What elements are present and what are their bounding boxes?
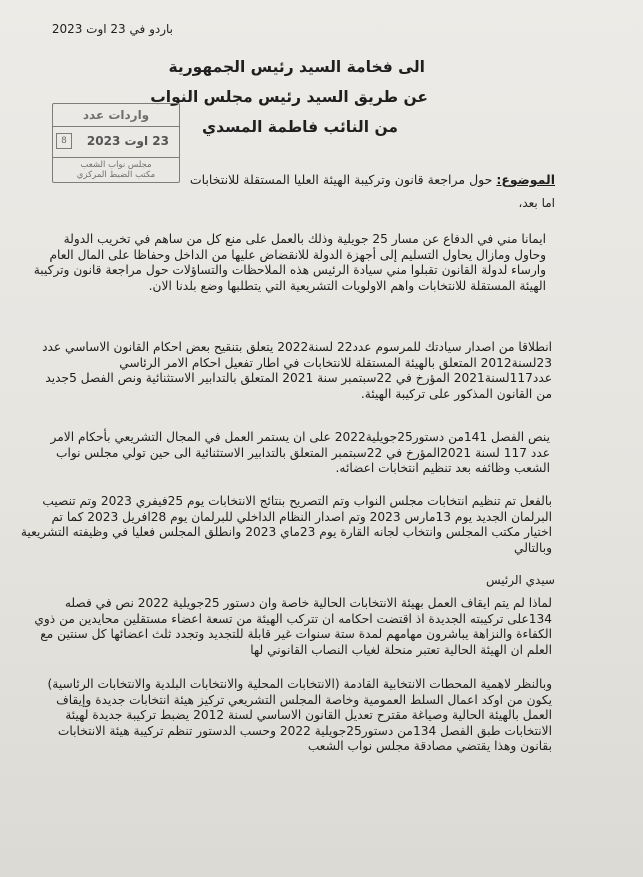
paragraph-line: وحاول ومازال يحاول التسليم إلى أجهزة الدولة للانقضاض عليها من الداخل وحفاظا على المال العام (49, 247, 546, 262)
paragraph-line: الهيئة المستقلة للانتخابات واهم الاولويات التشريعية التي يتطلبها وضع بلدنا الان. (148, 278, 546, 293)
paragraph-2 (42, 340, 552, 402)
addressee-president: الى فخامة السيد رئيس الجمهورية (168, 58, 425, 76)
paragraph-line: 134على تركيبته الجديدة اذ اقتضت احكامه ان تتركب الهيئة من تسعة اعضاء مستقلين محايدين من ذوي (34, 611, 552, 626)
paragraph-line: انطلاقا من اصدار سيادتك للمرسوم عدد22 لسنة2022 يتعلق بتنقيح بعض احكام القانون الاساسي عدد (42, 340, 552, 354)
subject-label: الموضوع: (496, 172, 555, 187)
paragraph-line: ايمانا مني في الدفاع عن مسار 25 جويلية وذلك بالعمل على منع كل من ساهم في تخريب الدولة (63, 232, 546, 246)
stamp-footer-line-2: مكتب الضبط المركزي (76, 170, 156, 180)
paragraph-line: العلم ان الهيئة الحالية تعتبر منحلة لغياب النصاب القانوني لها (250, 642, 552, 657)
paragraph-line: يكون من اوكد اعمال السلط العمومية وخاصة المجلس التشريعي تركيز هيئة انتخابات جديدة وإيقاف (56, 692, 552, 707)
paragraph-line: 23لسنة2012 المتعلق بالهيئة المستقلة للانتخابات في اطار تفعيل احكام الامر الرئاسي (119, 355, 552, 370)
paragraph-line: ينص الفصل 141من دستور25جويلية2022 على ان يستمر العمل في المجال التشريعي بأحكام الامر (50, 430, 550, 444)
stamp-body (53, 127, 179, 158)
paragraph-line: وبالتالي (514, 540, 552, 555)
paragraph-line: وارساء لدولة القانون تقبلوا مني سيادة الرئيس هذه الملاحظات والتساؤلات حول مراجعة قانون وتركيبة (33, 263, 546, 277)
paragraph-line: وبالنظر لاهمية المحطات الانتخابية القادمة (الانتخابات المحلية والانتخابات البلدية والانتخابات الرئاسية) (47, 677, 552, 691)
salutation: سيدي الرئيس (485, 573, 555, 587)
subject-line (190, 172, 555, 187)
sender-deputy: من النائب فاطمة المسدي (201, 118, 398, 136)
stamp-footer (53, 158, 179, 180)
paragraph-1 (33, 232, 546, 294)
stamp-footer-line-1: مجلس نواب الشعب (80, 160, 152, 170)
subject-text: حول مراجعة قانون وتركيبة الهيئة العليا المستقلة للانتخابات (189, 172, 493, 187)
letter-date: باردو في 23 اوت 2023 (51, 22, 173, 36)
paragraph-line: البرلمان الجديد يوم 13مارس 2023 وتم اصدار النظام الداخلي للبرلمان يوم 28افريل 2023 كما تم (51, 509, 552, 524)
stamp-title: واردات عدد (53, 104, 179, 127)
paragraph-7 (42, 677, 552, 755)
paragraph-line: الشعب وظائفه بعد تنظيم انتخابات اعضائه. (335, 461, 550, 475)
paragraph-line: الانتخابات طبق الفصل 134من دستور25جويلية 2022 وحسب الدستور تنظم تركيبة هيئة الانتخابات (57, 723, 552, 738)
addressee-via-speaker: عن طريق السيد رئيس مجلس النواب (150, 88, 428, 106)
stamp-number: 8 (56, 133, 72, 149)
paragraph-line: بقانون وهذا يقتضي مصادقة مجلس نواب الشعب (307, 739, 552, 753)
paragraph-line: لماذا لم يتم ايقاف العمل بهيئة الانتخابات الحالية خاصة وان دستور 25جويلية 2022 نص في فصله (64, 596, 552, 610)
paragraph-line: الكفاءة والنزاهة يباشرون مهامهم لمدة ستة سنوات غير قابلة للتجديد وتجدد ثلث اعضائها كل سنتين مع (40, 627, 552, 641)
greeting: اما بعد، (518, 196, 555, 210)
paragraph-line: من القانون المذكور على تركيبة الهيئة. (360, 386, 552, 401)
stamp-date: 23 اوت 2023 (86, 134, 169, 148)
paragraph-6 (34, 596, 552, 658)
paragraph-4 (20, 494, 552, 556)
paragraph-line: عدد 117 لسنة 2021المؤرخ في 22سبتمبر المتعلق بالتدابير الاستثنائية الى حين تولي مجلس نواب (56, 445, 550, 460)
paragraph-line: اختيار مكتب المجلس وانتخاب لجانه القارة يوم 23ماي 2023 وانطلق المجلس فعليا في وظيفته التشريعية (20, 525, 552, 539)
registry-stamp (52, 103, 180, 183)
paragraph-line: عدد117لسنة2021 المؤرخ في 22سبتمبر سنة 2021 المتعلق بالتدابير الاستثنائية ونص الفصل 5جديد (45, 371, 552, 385)
paragraph-3 (44, 430, 550, 477)
paragraph-line: العمل بالهيئة الحالية وصياغة مقترح تعديل القانون الاساسي لسنة 2012 يضبط تركيبة جديدة لهيئة (65, 708, 552, 722)
paragraph-line: بالفعل تم تنظيم انتخابات مجلس النواب وتم التصريح بنتائج الانتخابات يوم 25فيفري 2023 وتم تنصيب (42, 494, 552, 508)
